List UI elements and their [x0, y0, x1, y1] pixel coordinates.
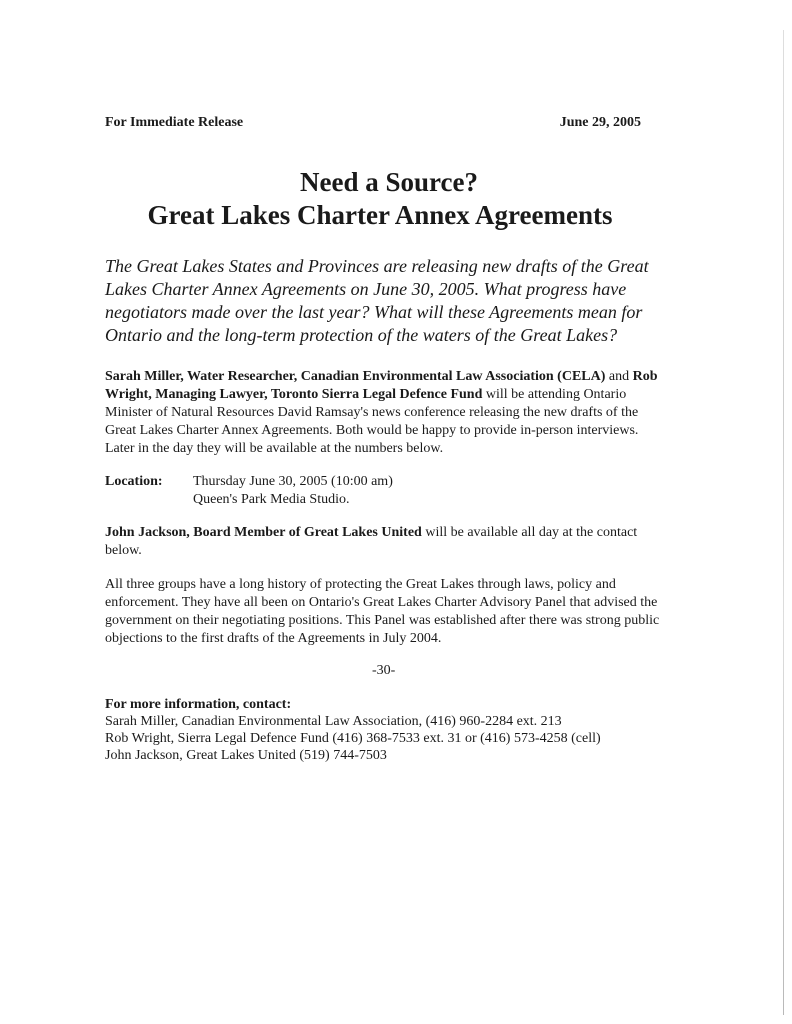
spokesperson-2: Rob Wright, Managing Lawyer, Toronto Sierra Legal Defence Fund [105, 369, 658, 402]
groups-paragraph: All three groups have a long history of protecting the Great Lakes through laws, policy and enforcement. They have all been on Ontario's Great Lakes Charter Advisory Panel that advised the government on their negotiating positions. This Panel was established after there was strong public objections to the first drafts of the Agreements in July 2004. [105, 577, 660, 646]
spokespeople-details: will be attending Ontario Minister of Natural Resources David Ramsay's news conference releasing the new drafts of the Great Lakes Charter Annex Agreements. Both would be happy to provide in-person interviews. Later in the day they will be available at the numbers below. [105, 387, 639, 456]
contacts-block [105, 696, 601, 764]
conjunction: and [605, 369, 633, 384]
location-details [193, 473, 393, 509]
header-row [105, 115, 641, 131]
location-venue: Queen's Park Media Studio. [193, 492, 350, 507]
contact-line: Rob Wright, Sierra Legal Defence Fund (416) 368-7533 ext. 31 or (416) 573-4258 (cell) [105, 731, 601, 746]
title-line-1: Need a Source? [300, 167, 478, 197]
location-label: Location: [105, 474, 163, 489]
title-line-2: Great Lakes Charter Annex Agreements [147, 200, 613, 230]
jackson-details: will be available all day at the contact below. [105, 525, 638, 558]
scan-edge-line [783, 30, 784, 1015]
jackson-paragraph [105, 524, 665, 560]
location-block [105, 473, 393, 509]
location-date: Thursday June 30, 2005 (10:00 am) [193, 474, 393, 489]
contact-line: Sarah Miller, Canadian Environmental Law Association, (416) 960-2284 ext. 213 [105, 714, 562, 729]
release-label: For Immediate Release [105, 115, 244, 130]
spokespeople-paragraph [105, 368, 665, 458]
contacts-heading: For more information, contact: [105, 697, 292, 712]
lede-paragraph: The Great Lakes States and Provinces are releasing new drafts of the Great Lakes Charter Annex Agreements on June 30, 2005. What progress have negotiators made over the last year? What will these Agreements mean for Ontario and the long-term protection of the waters of the Great Lakes? [105, 256, 649, 345]
contact-line: John Jackson, Great Lakes United (519) 744-7503 [105, 748, 387, 763]
spokesperson-1: Sarah Miller, Water Researcher, Canadian Environmental Law Association (CELA) [105, 369, 606, 384]
end-mark: -30- [372, 663, 396, 678]
release-date: June 29, 2005 [559, 115, 641, 130]
spokesperson-3: John Jackson, Board Member of Great Lakes United [105, 525, 422, 540]
